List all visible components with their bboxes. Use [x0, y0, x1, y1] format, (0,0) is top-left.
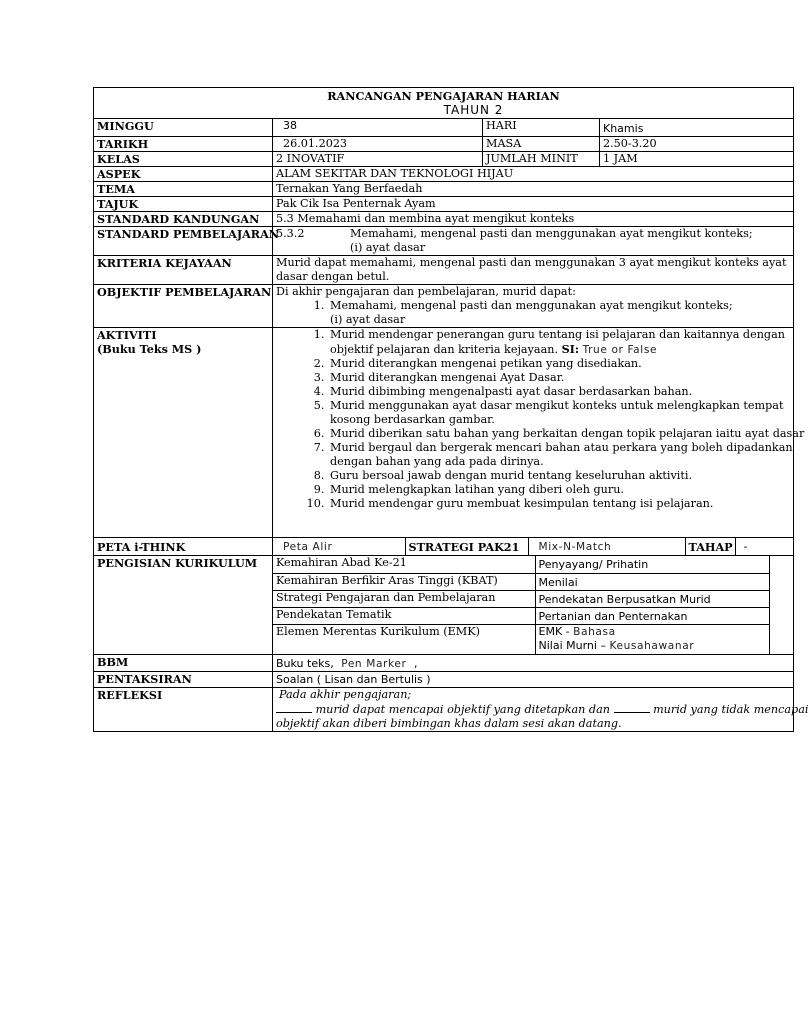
aspek-label: ASPEK [94, 167, 273, 182]
minggu-value: 38 [273, 119, 483, 137]
peta-cell [273, 538, 794, 556]
refleksi-value [273, 688, 808, 732]
jumlah-minit-value: 1 JAM [600, 152, 794, 167]
peta-value: Peta Alir [283, 541, 333, 553]
aktiviti-step-text: Murid diberikan satu bahan yang berkaitan dengan topik pelajaran iaitu ayat dasar [330, 427, 805, 440]
pengisian-item-left: Pendekatan Tematik [273, 607, 535, 624]
pengisian-item [273, 590, 769, 607]
year-label: TAHUN 2 [443, 103, 504, 117]
aspek-value: ALAM SEKITAR DAN TEKNOLOGI HIJAU [273, 167, 794, 182]
pentaksiran-row [94, 672, 794, 688]
si-value: True or False [582, 344, 658, 356]
tajuk-row [94, 197, 794, 212]
refleksi-line-3: objektif akan diberi bimbingan khas dalam sesi akan datang. [276, 717, 622, 730]
aktiviti-step [328, 483, 793, 497]
aktiviti-step [328, 399, 793, 427]
nilai-murni-prefix: Nilai Murni – [538, 638, 606, 652]
masa-label: MASA [483, 137, 600, 152]
kelas-row [94, 152, 794, 167]
pengisian-item-right: Pertanian dan Penternakan [535, 607, 769, 624]
emk-label: Elemen Merentas Kurikulum (EMK) [273, 624, 535, 654]
tema-value: Ternakan Yang Berfaedah [273, 182, 794, 197]
standard-kandungan-row [94, 212, 794, 227]
objektif-item-text: Memahami, mengenal pasti dan menggunakan ayat mengikut konteks; [330, 299, 733, 312]
hari-label: HARI [483, 119, 600, 137]
aktiviti-step-text: Murid bergaul dan bergerak mencari bahan atau perkara yang boleh dipadankan [330, 441, 793, 454]
pengisian-item-left: Kemahiran Abad Ke-21 [273, 556, 535, 573]
kriteria-value [273, 256, 794, 285]
peta-label: PETA i-THINK [94, 538, 273, 556]
aktiviti-row [94, 328, 794, 538]
pengisian-cell [273, 556, 794, 655]
refleksi-row [94, 688, 794, 732]
aktiviti-step [328, 441, 793, 469]
aktiviti-step [328, 469, 793, 483]
tarikh-value: 26.01.2023 [273, 137, 483, 152]
standard-pembelajaran-row [94, 227, 794, 256]
bbm-pen-marker: Pen Marker [341, 658, 407, 670]
title-cell [94, 88, 794, 119]
peta-row [94, 538, 794, 556]
aktiviti-step-cont: kosong berdasarkan gambar. [330, 413, 495, 426]
aktiviti-step [328, 328, 793, 357]
standard-kandungan-value: 5.3 Memahami dan membina ayat mengikut konteks [273, 212, 794, 227]
objektif-value [273, 285, 794, 328]
pentaksiran-value: Soalan ( Lisan dan Bertulis ) [273, 672, 794, 688]
nilai-murni-value: Keusahawanar [609, 639, 695, 652]
pengisian-item-left: Kemahiran Berfikir Aras Tinggi (KBAT) [273, 573, 535, 590]
aktiviti-step-text: Murid melengkapkan latihan yang diberi oleh guru. [330, 483, 624, 496]
minggu-label: MINGGU [94, 119, 273, 137]
aktiviti-step-cont: objektif pelajaran dan kriteria kejayaan. [330, 343, 559, 356]
peta-inner-table [273, 538, 769, 555]
strategi-label: STRATEGI PAK21 [405, 538, 528, 555]
bbm-prefix: Buku teks, [276, 657, 334, 670]
pengisian-item-left: Strategi Pengajaran dan Pembelajaran [273, 590, 535, 607]
emk-value: Bahasa [573, 625, 616, 638]
pengisian-label: PENGISIAN KURIKULUM [94, 556, 273, 655]
refleksi-blank-1 [276, 702, 312, 713]
aktiviti-step-text: Murid mendengar guru membuat kesimpulan tentang isi pelajaran. [330, 497, 714, 510]
si-label: SI: [561, 342, 580, 356]
bbm-label: BBM [94, 655, 273, 672]
minggu-row [94, 119, 794, 137]
emk-value-cell [535, 624, 769, 654]
pengisian-item-right: Penyayang/ Prihatin [535, 556, 769, 573]
lesson-plan-table [93, 87, 808, 732]
refleksi-line-1: Pada akhir pengajaran; [279, 688, 412, 701]
standard-pembelajaran-text: Memahami, mengenal pasti dan menggunakan ayat mengikut konteks; [350, 227, 753, 240]
refleksi-line-2a: murid dapat mencapai objektif yang ditetapkan dan [315, 703, 610, 716]
pengisian-item [273, 607, 769, 624]
standard-pembelajaran-code: 5.3.2 [276, 227, 305, 240]
refleksi-label: REFLEKSI [94, 688, 273, 732]
aktiviti-label-cell [94, 328, 273, 538]
kriteria-line-1: Murid dapat memahami, mengenal pasti dan menggunakan 3 ayat mengikut konteks ayat [276, 256, 787, 269]
pengisian-item [273, 573, 769, 590]
pentaksiran-label: PENTAKSIRAN [94, 672, 273, 688]
tahap-label: TAHAP [685, 538, 735, 555]
tajuk-label: TAJUK [94, 197, 273, 212]
aktiviti-step [328, 497, 793, 511]
tarikh-row [94, 137, 794, 152]
aktiviti-buku-teks: (Buku Teks MS ) [97, 342, 202, 356]
tema-label: TEMA [94, 182, 273, 197]
aktiviti-step-text: Murid dibimbing mengenalpasti ayat dasar berdasarkan bahan. [330, 385, 693, 398]
aktiviti-step [328, 427, 805, 441]
aktiviti-step-text: Murid mendengar penerangan guru tentang isi pelajaran dan kaitannya dengan [330, 328, 785, 341]
tema-row [94, 182, 794, 197]
aktiviti-step-text: Murid diterangkan mengenai petikan yang disediakan. [330, 357, 642, 370]
objektif-row [94, 285, 794, 328]
refleksi-line-2b: murid yang tidak mencapai [653, 703, 808, 716]
aktiviti-step [328, 357, 793, 371]
objektif-intro: Di akhir pengajaran dan pembelajaran, murid dapat: [276, 285, 576, 298]
aktiviti-step-text: Murid menggunakan ayat dasar mengikut konteks untuk melengkapkan tempat [330, 399, 784, 412]
standard-pembelajaran-value [273, 227, 794, 256]
strategi-value: Mix-N-Match [528, 538, 685, 555]
objektif-item-sub: (i) ayat dasar [330, 313, 406, 326]
kriteria-row [94, 256, 794, 285]
aktiviti-step [328, 371, 793, 385]
standard-pembelajaran-sub: (i) ayat dasar [350, 241, 426, 254]
objektif-item [328, 299, 793, 327]
hari-value: Khamis [600, 119, 794, 137]
bbm-value [273, 655, 794, 672]
aktiviti-step-text: Murid diterangkan mengenai Ayat Dasar. [330, 371, 565, 384]
jumlah-minit-label: JUMLAH MINIT [483, 152, 600, 167]
pengisian-item [273, 556, 769, 573]
aspek-row [94, 167, 794, 182]
kelas-label: KELAS [94, 152, 273, 167]
standard-kandungan-label: STANDARD KANDUNGAN [94, 212, 273, 227]
tajuk-value: Pak Cik Isa Penternak Ayam [273, 197, 794, 212]
kriteria-label: KRITERIA KEJAYAAN [94, 256, 273, 285]
aktiviti-list [276, 328, 805, 511]
aktiviti-label: AKTIVITI [97, 328, 157, 342]
document-title: RANCANGAN PENGAJARAN HARIAN [327, 89, 560, 103]
masa-value: 2.50-3.20 [600, 137, 794, 152]
pengisian-inner-table [273, 556, 770, 654]
tarikh-label: TARIKH [94, 137, 273, 152]
refleksi-blank-2 [614, 702, 650, 713]
tahap-value: - [743, 540, 748, 553]
pengisian-item-right: Pendekatan Berpusatkan Murid [535, 590, 769, 607]
aktiviti-step-cont: dengan bahan yang ada pada dirinya. [330, 455, 544, 468]
standard-pembelajaran-label: STANDARD PEMBELAJARAN [94, 227, 273, 256]
title-row [94, 88, 794, 119]
aktiviti-value [273, 328, 805, 538]
kriteria-line-2: dasar dengan betul. [276, 270, 390, 283]
bbm-row [94, 655, 794, 672]
aktiviti-step [328, 385, 793, 399]
emk-row [273, 624, 769, 654]
objektif-label: OBJEKTIF PEMBELAJARAN [94, 285, 273, 328]
emk-prefix: EMK - [538, 624, 570, 638]
lesson-plan-sheet [93, 87, 808, 730]
pengisian-item-right: Menilai [535, 573, 769, 590]
kelas-value: 2 INOVATIF [273, 152, 483, 167]
objektif-list [276, 299, 793, 327]
bbm-suffix: , [413, 657, 418, 670]
pengisian-row [94, 556, 794, 655]
aktiviti-step-text: Guru bersoal jawab dengan murid tentang keseluruhan aktiviti. [330, 469, 692, 482]
